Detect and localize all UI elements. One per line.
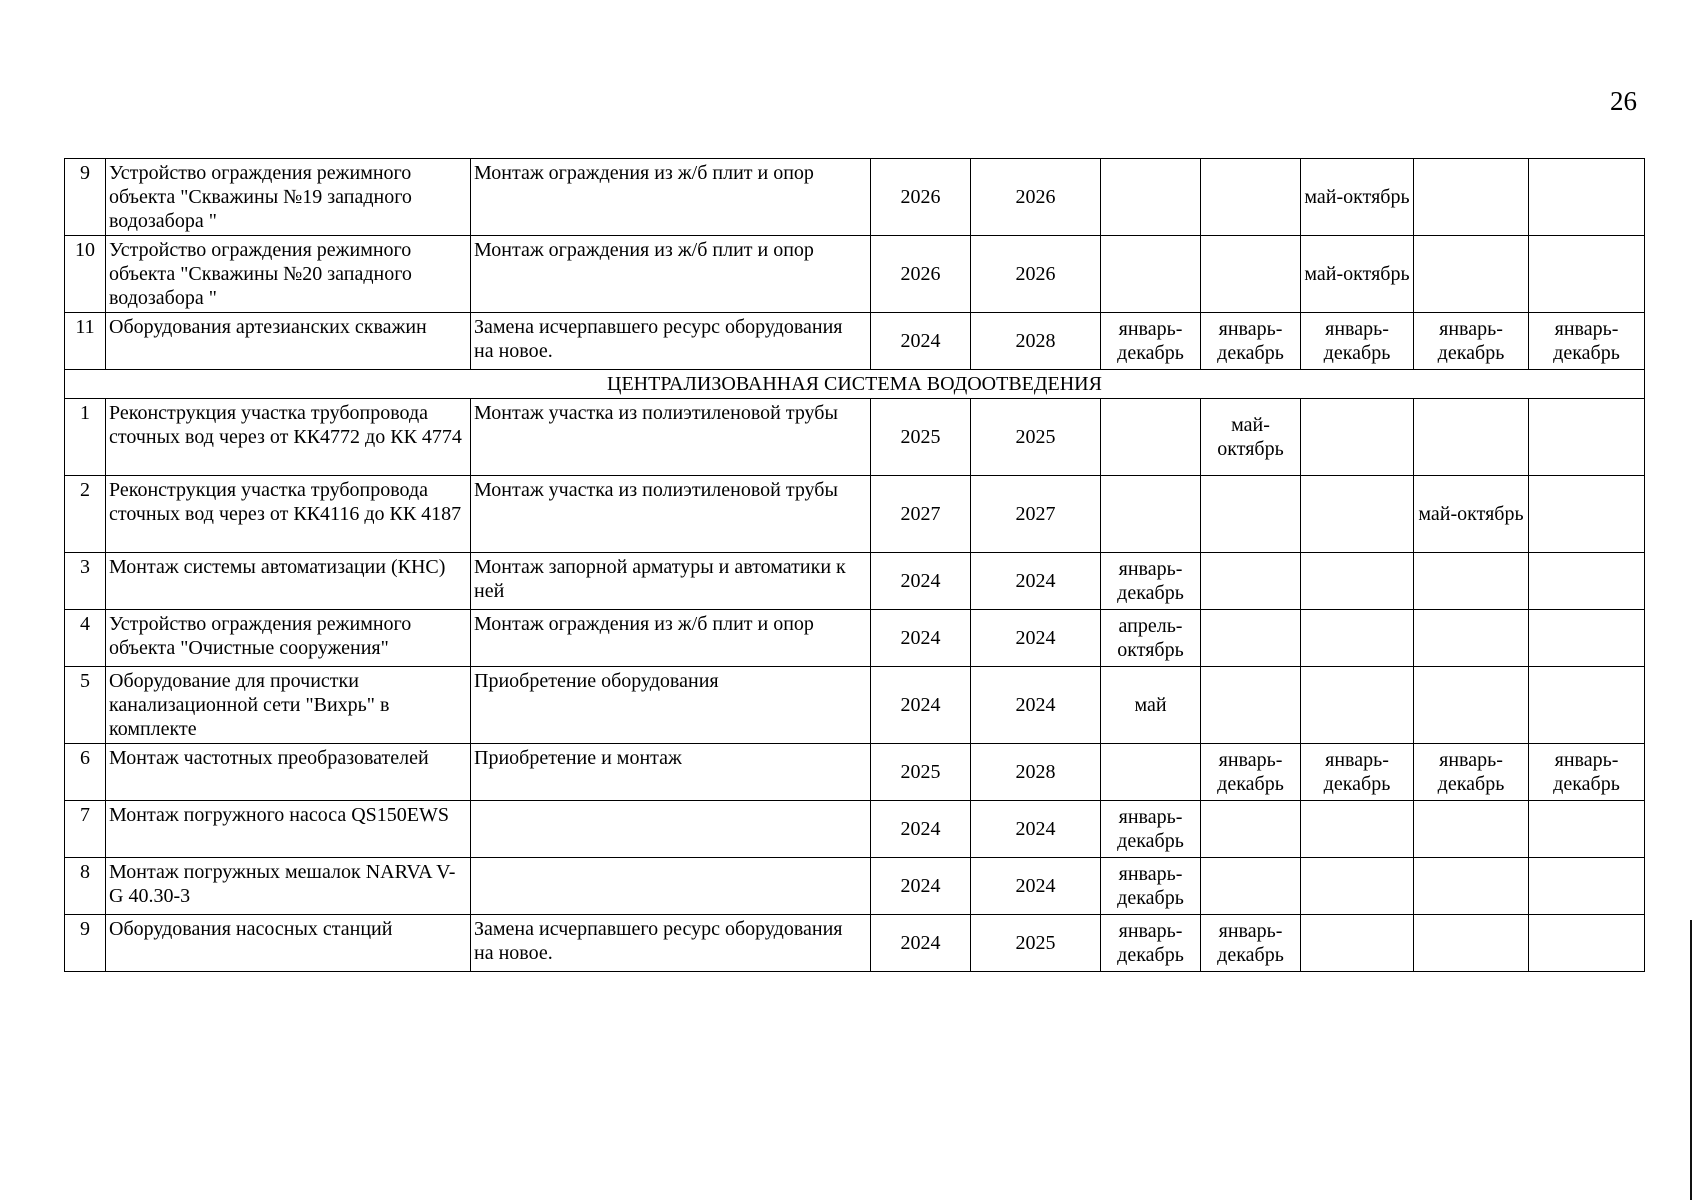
end-year-cell: 2026: [971, 159, 1101, 236]
period-2028-cell: [1529, 801, 1645, 858]
row-number-cell: 1: [65, 399, 106, 476]
work-description-cell: Монтаж запорной арматуры и автоматики к ней: [471, 553, 871, 610]
start-year-cell: 2026: [871, 236, 971, 313]
period-2024-cell: январь-декабрь: [1101, 801, 1201, 858]
end-year-cell: 2027: [971, 476, 1101, 553]
period-2024-cell: [1101, 399, 1201, 476]
period-2026-cell: [1301, 667, 1414, 744]
work-description-cell: Монтаж участка из полиэтиленовой трубы: [471, 399, 871, 476]
row-number-cell: 7: [65, 801, 106, 858]
end-year-cell: 2024: [971, 667, 1101, 744]
object-name-cell: Монтаж погружного насоса QS150EWS: [106, 801, 471, 858]
period-2026-cell: [1301, 399, 1414, 476]
period-2024-cell: [1101, 236, 1201, 313]
period-2024-cell: январь-декабрь: [1101, 313, 1201, 370]
period-2026-cell: [1301, 610, 1414, 667]
start-year-cell: 2024: [871, 313, 971, 370]
water-supply-rows: [65, 159, 1645, 370]
period-2025-cell: май-октябрь: [1201, 399, 1301, 476]
object-name-cell: Монтаж системы автоматизации (КНС): [106, 553, 471, 610]
period-2027-cell: январь-декабрь: [1414, 313, 1529, 370]
period-2028-cell: [1529, 858, 1645, 915]
end-year-cell: 2024: [971, 858, 1101, 915]
period-2026-cell: январь-декабрь: [1301, 744, 1414, 801]
period-2025-cell: январь-декабрь: [1201, 313, 1301, 370]
period-2028-cell: [1529, 236, 1645, 313]
start-year-cell: 2024: [871, 858, 971, 915]
row-number-cell: 4: [65, 610, 106, 667]
start-year-cell: 2025: [871, 399, 971, 476]
table-row: [65, 744, 1645, 801]
period-2028-cell: [1529, 553, 1645, 610]
end-year-cell: 2028: [971, 744, 1101, 801]
period-2027-cell: [1414, 801, 1529, 858]
work-description-cell: Монтаж ограждения из ж/б плит и опор: [471, 236, 871, 313]
object-name-cell: Устройство ограждения режимного объекта "Скважины №19 западного водозабора ": [106, 159, 471, 236]
end-year-cell: 2028: [971, 313, 1101, 370]
start-year-cell: 2025: [871, 744, 971, 801]
start-year-cell: 2024: [871, 667, 971, 744]
work-description-cell: [471, 801, 871, 858]
period-2026-cell: [1301, 553, 1414, 610]
period-2025-cell: [1201, 858, 1301, 915]
end-year-cell: 2024: [971, 801, 1101, 858]
end-year-cell: 2025: [971, 399, 1101, 476]
section-title: ЦЕНТРАЛИЗОВАННАЯ СИСТЕМА ВОДООТВЕДЕНИЯ: [65, 370, 1645, 399]
table-row: [65, 553, 1645, 610]
object-name-cell: Оборудования артезианских скважин: [106, 313, 471, 370]
period-2028-cell: январь-декабрь: [1529, 744, 1645, 801]
work-description-cell: Монтаж участка из полиэтиленовой трубы: [471, 476, 871, 553]
period-2025-cell: [1201, 667, 1301, 744]
object-name-cell: Реконструкция участка трубопровода сточных вод через от КК4116 до КК 4187: [106, 476, 471, 553]
work-description-cell: Замена исчерпавшего ресурс оборудования на новое.: [471, 915, 871, 972]
period-2024-cell: январь-декабрь: [1101, 553, 1201, 610]
row-number-cell: 9: [65, 915, 106, 972]
period-2026-cell: январь-декабрь: [1301, 313, 1414, 370]
row-number-cell: 9: [65, 159, 106, 236]
row-number-cell: 6: [65, 744, 106, 801]
period-2027-cell: [1414, 236, 1529, 313]
period-2024-cell: [1101, 744, 1201, 801]
object-name-cell: Реконструкция участка трубопровода сточных вод через от КК4772 до КК 4774: [106, 399, 471, 476]
period-2024-cell: январь-декабрь: [1101, 915, 1201, 972]
object-name-cell: Монтаж погружных мешалок NARVA V-G 40.30-3: [106, 858, 471, 915]
period-2024-cell: январь-декабрь: [1101, 858, 1201, 915]
object-name-cell: Оборудование для прочистки канализационной сети "Вихрь" в комплекте: [106, 667, 471, 744]
object-name-cell: Устройство ограждения режимного объекта "Очистные сооружения": [106, 610, 471, 667]
period-2027-cell: [1414, 858, 1529, 915]
work-description-cell: Монтаж ограждения из ж/б плит и опор: [471, 159, 871, 236]
period-2027-cell: [1414, 553, 1529, 610]
start-year-cell: 2027: [871, 476, 971, 553]
end-year-cell: 2026: [971, 236, 1101, 313]
period-2028-cell: [1529, 159, 1645, 236]
row-number-cell: 8: [65, 858, 106, 915]
period-2025-cell: январь-декабрь: [1201, 744, 1301, 801]
period-2027-cell: [1414, 399, 1529, 476]
end-year-cell: 2024: [971, 610, 1101, 667]
period-2028-cell: [1529, 667, 1645, 744]
start-year-cell: 2024: [871, 610, 971, 667]
period-2026-cell: [1301, 476, 1414, 553]
object-name-cell: Монтаж частотных преобразователей: [106, 744, 471, 801]
sewerage-rows: [65, 399, 1645, 972]
row-number-cell: 10: [65, 236, 106, 313]
table-row: [65, 399, 1645, 476]
table-row: [65, 915, 1645, 972]
period-2027-cell: январь-декабрь: [1414, 744, 1529, 801]
work-description-cell: Замена исчерпавшего ресурс оборудования на новое.: [471, 313, 871, 370]
period-2026-cell: май-октябрь: [1301, 236, 1414, 313]
start-year-cell: 2024: [871, 801, 971, 858]
period-2028-cell: январь-декабрь: [1529, 313, 1645, 370]
table-row: [65, 159, 1645, 236]
row-number-cell: 2: [65, 476, 106, 553]
period-2027-cell: [1414, 159, 1529, 236]
table-row: [65, 858, 1645, 915]
scan-edge-line: [1690, 920, 1692, 1200]
page-number: 26: [1610, 86, 1637, 116]
start-year-cell: 2024: [871, 553, 971, 610]
period-2028-cell: [1529, 915, 1645, 972]
work-description-cell: [471, 858, 871, 915]
row-number-cell: 11: [65, 313, 106, 370]
period-2027-cell: [1414, 915, 1529, 972]
period-2028-cell: [1529, 476, 1645, 553]
end-year-cell: 2024: [971, 553, 1101, 610]
table-row: [65, 313, 1645, 370]
table-row: [65, 801, 1645, 858]
investment-schedule-table: [64, 158, 1645, 972]
table-row: [65, 236, 1645, 313]
period-2024-cell: [1101, 159, 1201, 236]
object-name-cell: Устройство ограждения режимного объекта "Скважины №20 западного водозабора ": [106, 236, 471, 313]
end-year-cell: 2025: [971, 915, 1101, 972]
row-number-cell: 3: [65, 553, 106, 610]
section-header-row: [65, 370, 1645, 399]
work-description-cell: Приобретение оборудования: [471, 667, 871, 744]
period-2028-cell: [1529, 399, 1645, 476]
period-2025-cell: [1201, 159, 1301, 236]
period-2025-cell: январь-декабрь: [1201, 915, 1301, 972]
period-2027-cell: [1414, 610, 1529, 667]
period-2025-cell: [1201, 236, 1301, 313]
row-number-cell: 5: [65, 667, 106, 744]
period-2025-cell: [1201, 610, 1301, 667]
period-2024-cell: [1101, 476, 1201, 553]
period-2024-cell: май: [1101, 667, 1201, 744]
table-row: [65, 610, 1645, 667]
work-description-cell: Приобретение и монтаж: [471, 744, 871, 801]
period-2027-cell: [1414, 667, 1529, 744]
start-year-cell: 2026: [871, 159, 971, 236]
period-2025-cell: [1201, 553, 1301, 610]
period-2027-cell: май-октябрь: [1414, 476, 1529, 553]
object-name-cell: Оборудования насосных станций: [106, 915, 471, 972]
period-2026-cell: [1301, 915, 1414, 972]
period-2025-cell: [1201, 476, 1301, 553]
start-year-cell: 2024: [871, 915, 971, 972]
period-2028-cell: [1529, 610, 1645, 667]
period-2025-cell: [1201, 801, 1301, 858]
table-row: [65, 476, 1645, 553]
period-2026-cell: [1301, 858, 1414, 915]
table-row: [65, 667, 1645, 744]
period-2026-cell: май-октябрь: [1301, 159, 1414, 236]
period-2024-cell: апрель-октябрь: [1101, 610, 1201, 667]
period-2026-cell: [1301, 801, 1414, 858]
work-description-cell: Монтаж ограждения из ж/б плит и опор: [471, 610, 871, 667]
